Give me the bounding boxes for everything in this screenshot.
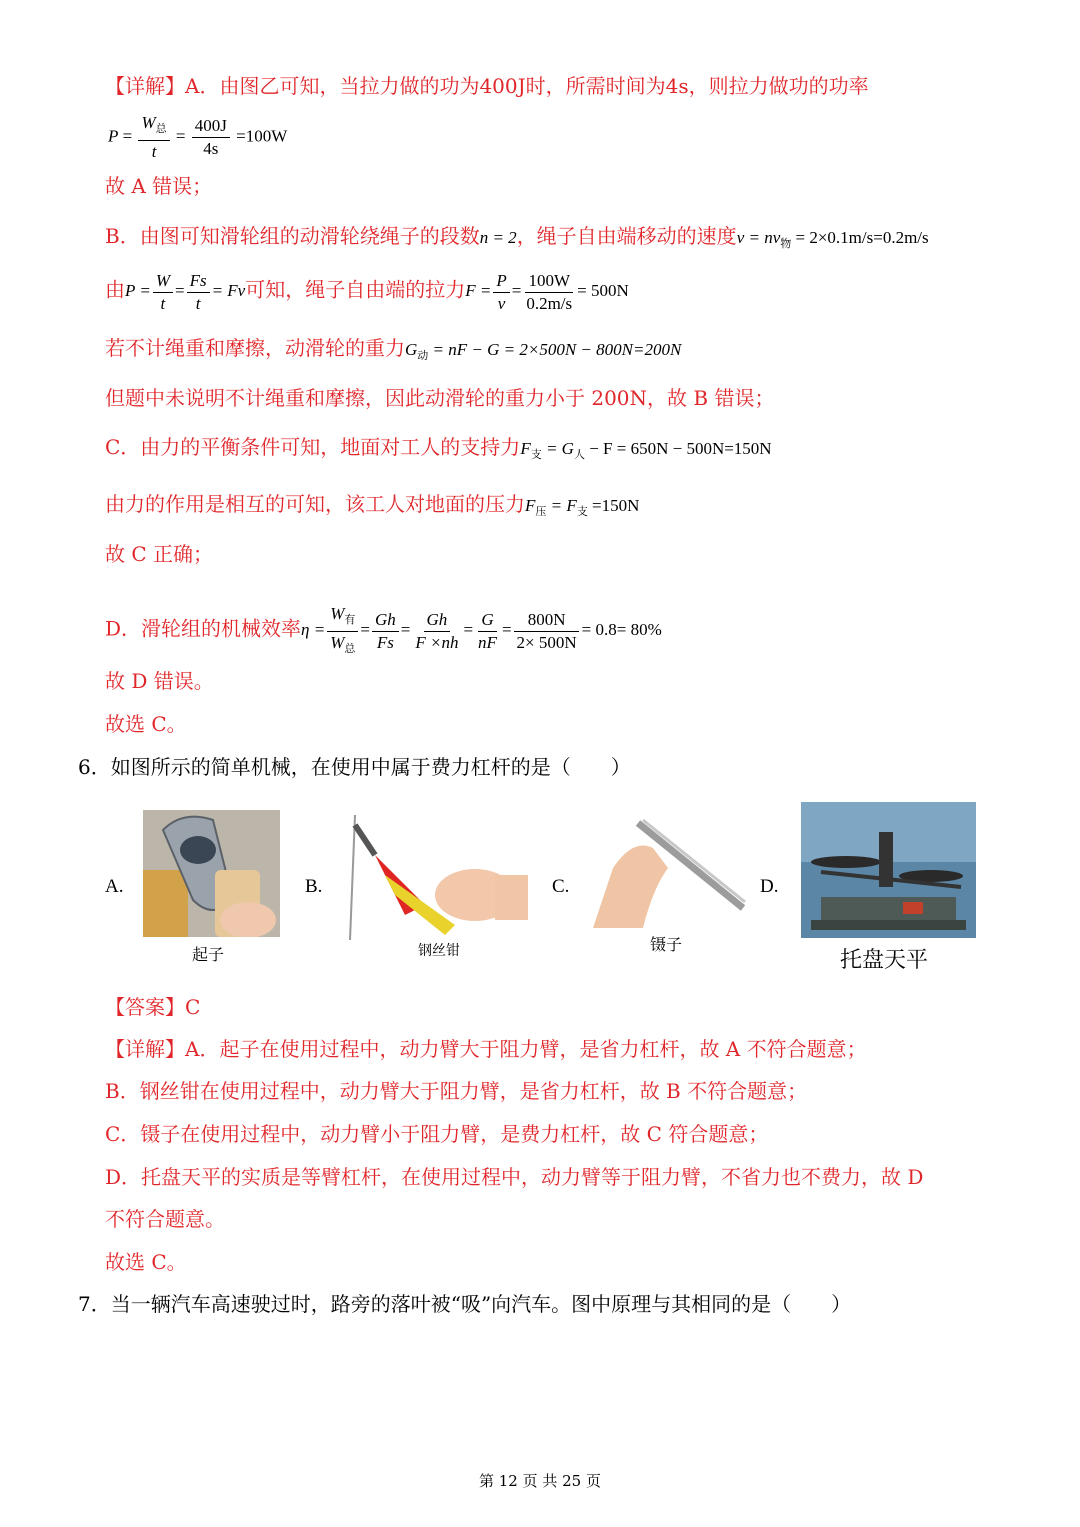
option-a-caption: 起子 [192, 945, 225, 964]
detail-label: 【详解】 [105, 1037, 185, 1061]
tweezers-icon [593, 818, 748, 928]
bottle-opener-icon [143, 810, 280, 937]
question-text: 当一辆汽车高速驶过时，路旁的落叶被“吸”向汽车。图中原理与其相同的是（ ） [110, 1292, 852, 1316]
f-symbol: F [525, 496, 536, 515]
c-expr1a: = G [541, 439, 574, 458]
frac-num: G [478, 609, 496, 632]
frac-den: t [195, 294, 201, 313]
formula-eq: = [122, 126, 133, 146]
eq-fv: = Fv [211, 281, 246, 301]
eta: η = [301, 620, 326, 640]
frac-den: 2× 500N [516, 633, 577, 652]
option-a-label: A. [105, 876, 124, 897]
pliers-icon [345, 815, 528, 940]
d-text: D．滑轮组的机械效率 [105, 616, 302, 641]
option-d-label: D. [760, 876, 779, 897]
detail-b-line4: 但题中未说明不计绳重和摩擦，因此动滑轮的重力小于 200N，故 B 错误； [105, 386, 775, 410]
q6-detail-1 [105, 1035, 867, 1063]
detail-a-text: A．由图乙可知，当拉力做的功为400J时，所需时间为4s，则拉力做功的功率 [185, 74, 869, 98]
c-expr2b: =150N [587, 496, 640, 515]
option-b-caption: 钢丝钳 [418, 943, 460, 959]
f-sub: 支 [576, 506, 588, 518]
frac-den: nF [478, 633, 497, 652]
frac-den: v [497, 294, 506, 313]
frac-num: Gh [372, 609, 399, 632]
detail-b-text1: B．由图可知滑轮组的动滑轮绕绳子的段数 [105, 224, 480, 248]
frac-sub: 总 [155, 123, 167, 135]
g-expr: = nF − G = 2×500N − 800N=200N [428, 340, 682, 359]
frac-den: t [151, 142, 157, 161]
question-number: 6． [78, 755, 111, 779]
detail-c-line1 [105, 433, 772, 469]
detail-b-line2: 由P = $\frac{W}{t}$ = $\frac{Fs}{t}$ = Fv可知，绳子自由端的拉力F = $\frac{P}{v}$ = $\frac{100W}{0.2m/s}$ = 500N [105, 271, 629, 313]
frac-num: W [153, 270, 173, 293]
detail-text: A．起子在使用过程中，动力臂大于阻力臂，是省力杠杆，故 A 不符合题意； [185, 1037, 867, 1061]
v-val: = 2×0.1m/s=0.2m/s [791, 228, 929, 247]
frac-den: 4s [203, 139, 219, 158]
g-symbol: G [405, 340, 418, 359]
detail-b-line3 [105, 334, 681, 370]
detail-a-conclusion: 故 A 错误； [105, 174, 213, 198]
eq-f: F = [465, 281, 492, 301]
d-result: = 0.8= 80% [581, 620, 662, 640]
page-footer: 第 12 页 共 25 页 [478, 1472, 601, 1490]
frac-den: t [160, 294, 166, 313]
question-6 [78, 753, 631, 781]
frac-den: 0.2m/s [526, 294, 573, 313]
formula-result: =100W [236, 126, 288, 146]
q6-detail-4: D．托盘天平的实质是等臂杠杆，在使用过程中，动力臂等于阻力臂，不省力也不费力，故 D [105, 1165, 924, 1189]
formula-symbol: P [108, 126, 119, 146]
balance-scale-icon [801, 802, 976, 938]
f-sub: 压 [535, 506, 547, 518]
g-sub: 人 [573, 449, 585, 461]
eq-res: = 500N [577, 281, 629, 301]
frac-num: W [141, 113, 156, 132]
frac-num: 800N [514, 609, 580, 632]
c-expr2a: = F [546, 496, 577, 515]
frac-den: W [330, 633, 345, 652]
q6-choice: 故选 C。 [105, 1250, 187, 1274]
frac-sub: 有 [344, 614, 356, 626]
option-c-label: C. [552, 876, 570, 897]
detail-c-line2 [105, 490, 639, 526]
question-7 [78, 1290, 851, 1318]
detail-c-conclusion: 故 C 正确； [105, 542, 214, 566]
line2-prefix: 由 [105, 277, 125, 302]
frac-den: F ×nh [415, 633, 459, 652]
power-formula: P = $\frac{W_总}{t}$ = $\frac{400J}{4s}$ =100W [108, 113, 288, 161]
question-text: 如图所示的简单机械，在使用中属于费力杠杆的是（ ） [110, 755, 631, 779]
g-sub: 动 [417, 350, 429, 362]
v-sub: 物 [780, 238, 792, 250]
c-expr1b: − F = 650N − 500N=150N [584, 439, 772, 458]
question-number: 7． [78, 1292, 111, 1316]
frac-den: Fs [376, 633, 394, 652]
q6-answer [105, 993, 200, 1021]
f-sub: 支 [530, 449, 542, 461]
detail-a-line [105, 72, 869, 100]
detail-d-conclusion: 故 D 错误。 [105, 669, 214, 693]
detail-b-text2: ，绳子自由端移动的速度 [516, 224, 737, 248]
answer-value: C [185, 995, 201, 1019]
v-expr: v = nv [736, 228, 781, 247]
fraction-w-t [138, 112, 169, 163]
detail-d-choice: 故选 C。 [105, 712, 187, 736]
line2-mid: 可知，绳子自由端的拉力 [245, 277, 466, 302]
frac-num: Fs [187, 270, 210, 293]
f-symbol: F [520, 439, 531, 458]
fraction-values [192, 115, 230, 160]
option-d-caption: 托盘天平 [840, 948, 929, 973]
q6-detail-3: C．镊子在使用过程中，动力臂小于阻力臂，是费力杠杆，故 C 符合题意； [105, 1122, 769, 1146]
frac-num: Gh [424, 609, 451, 632]
option-c-caption: 镊子 [650, 935, 683, 954]
q6-detail-5: 不符合题意。 [105, 1207, 225, 1231]
line3-text: 若不计绳重和摩擦，动滑轮的重力 [105, 336, 405, 360]
detail-b-line1 [105, 222, 929, 258]
q6-detail-2: B．钢丝钳在使用过程中，动力臂大于阻力臂，是省力杠杆，故 B 不符合题意； [105, 1079, 808, 1103]
frac-num: W [330, 604, 345, 623]
answer-label: 【答案】 [105, 995, 185, 1019]
detail-d-line: D．滑轮组的机械效率η = $\frac{W_有}{W_总}$ = $\frac{Gh}{Fs}$ = $\frac{Gh}{F \times nh}$ = $\frac{G}{nF}$ = $\frac{800N}{2\times 500N}$ = 0.8= 80% [105, 604, 662, 655]
c-text2: 由力的作用是相互的可知，该工人对地面的压力 [105, 492, 525, 516]
eq-p: P = [125, 281, 151, 301]
detail-label: 【详解】 [105, 74, 185, 98]
c-text1: C．由力的平衡条件可知，地面对工人的支持力 [105, 435, 521, 459]
frac-num: 100W [525, 270, 573, 293]
option-b-label: B. [305, 876, 323, 897]
frac-num: 400J [192, 115, 230, 138]
frac-sub: 总 [344, 643, 356, 655]
frac-num: P [493, 270, 509, 293]
n-expr: n = 2 [479, 228, 517, 247]
